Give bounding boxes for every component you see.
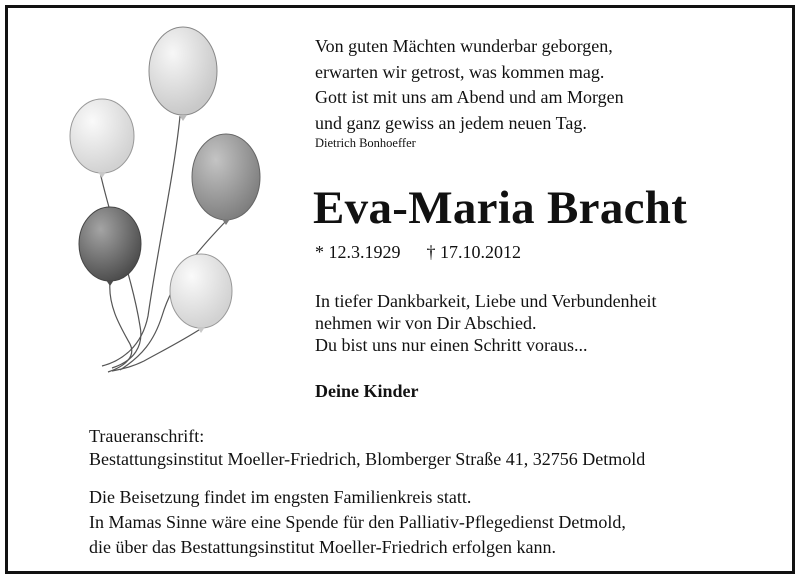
farewell-text bbox=[315, 290, 657, 356]
life-dates bbox=[315, 242, 521, 263]
poem-line: Gott ist mit uns am Abend und am Morgen bbox=[315, 87, 624, 107]
birth-date: * 12.3.1929 bbox=[315, 242, 401, 262]
address-label: Traueranschrift: bbox=[89, 426, 205, 446]
notice-line: Die Beisetzung findet im engsten Familienkreis statt. bbox=[89, 487, 472, 507]
balloon-right bbox=[192, 134, 260, 225]
farewell-line: nehmen wir von Dir Abschied. bbox=[315, 313, 537, 333]
balloon-top bbox=[149, 27, 217, 121]
balloons-icon bbox=[62, 26, 272, 378]
death-date: † 17.10.2012 bbox=[426, 242, 521, 262]
notice-line: die über das Bestattungsinstitut Moeller-Friedrich erfolgen kann. bbox=[89, 537, 557, 557]
balloon-bottom bbox=[170, 254, 232, 333]
balloon-left bbox=[70, 99, 134, 178]
poem-line: erwarten wir getrost, was kommen mag. bbox=[315, 61, 605, 82]
poem-author: Dietrich Bonhoeffer bbox=[315, 136, 416, 150]
mourning-address bbox=[89, 425, 645, 470]
poem bbox=[315, 34, 624, 136]
farewell-line: In tiefer Dankbarkeit, Liebe und Verbundenheit bbox=[315, 291, 657, 311]
deceased-name: Eva-Maria Bracht bbox=[313, 182, 688, 234]
signature: Deine Kinder bbox=[315, 381, 419, 401]
poem-line: und ganz gewiss an jedem neuen Tag. bbox=[315, 112, 587, 133]
poem-line: Von guten Mächten wunderbar geborgen, bbox=[315, 36, 613, 56]
funeral-notice bbox=[89, 485, 626, 560]
address-value: Bestattungsinstitut Moeller-Friedrich, Blomberger Straße 41, 32756 Detmold bbox=[89, 448, 646, 469]
balloon-dark bbox=[79, 207, 141, 286]
notice-line: In Mamas Sinne wäre eine Spende für den Palliativ-Pflegedienst Detmold, bbox=[89, 512, 626, 532]
farewell-line: Du bist uns nur einen Schritt voraus... bbox=[315, 335, 588, 355]
